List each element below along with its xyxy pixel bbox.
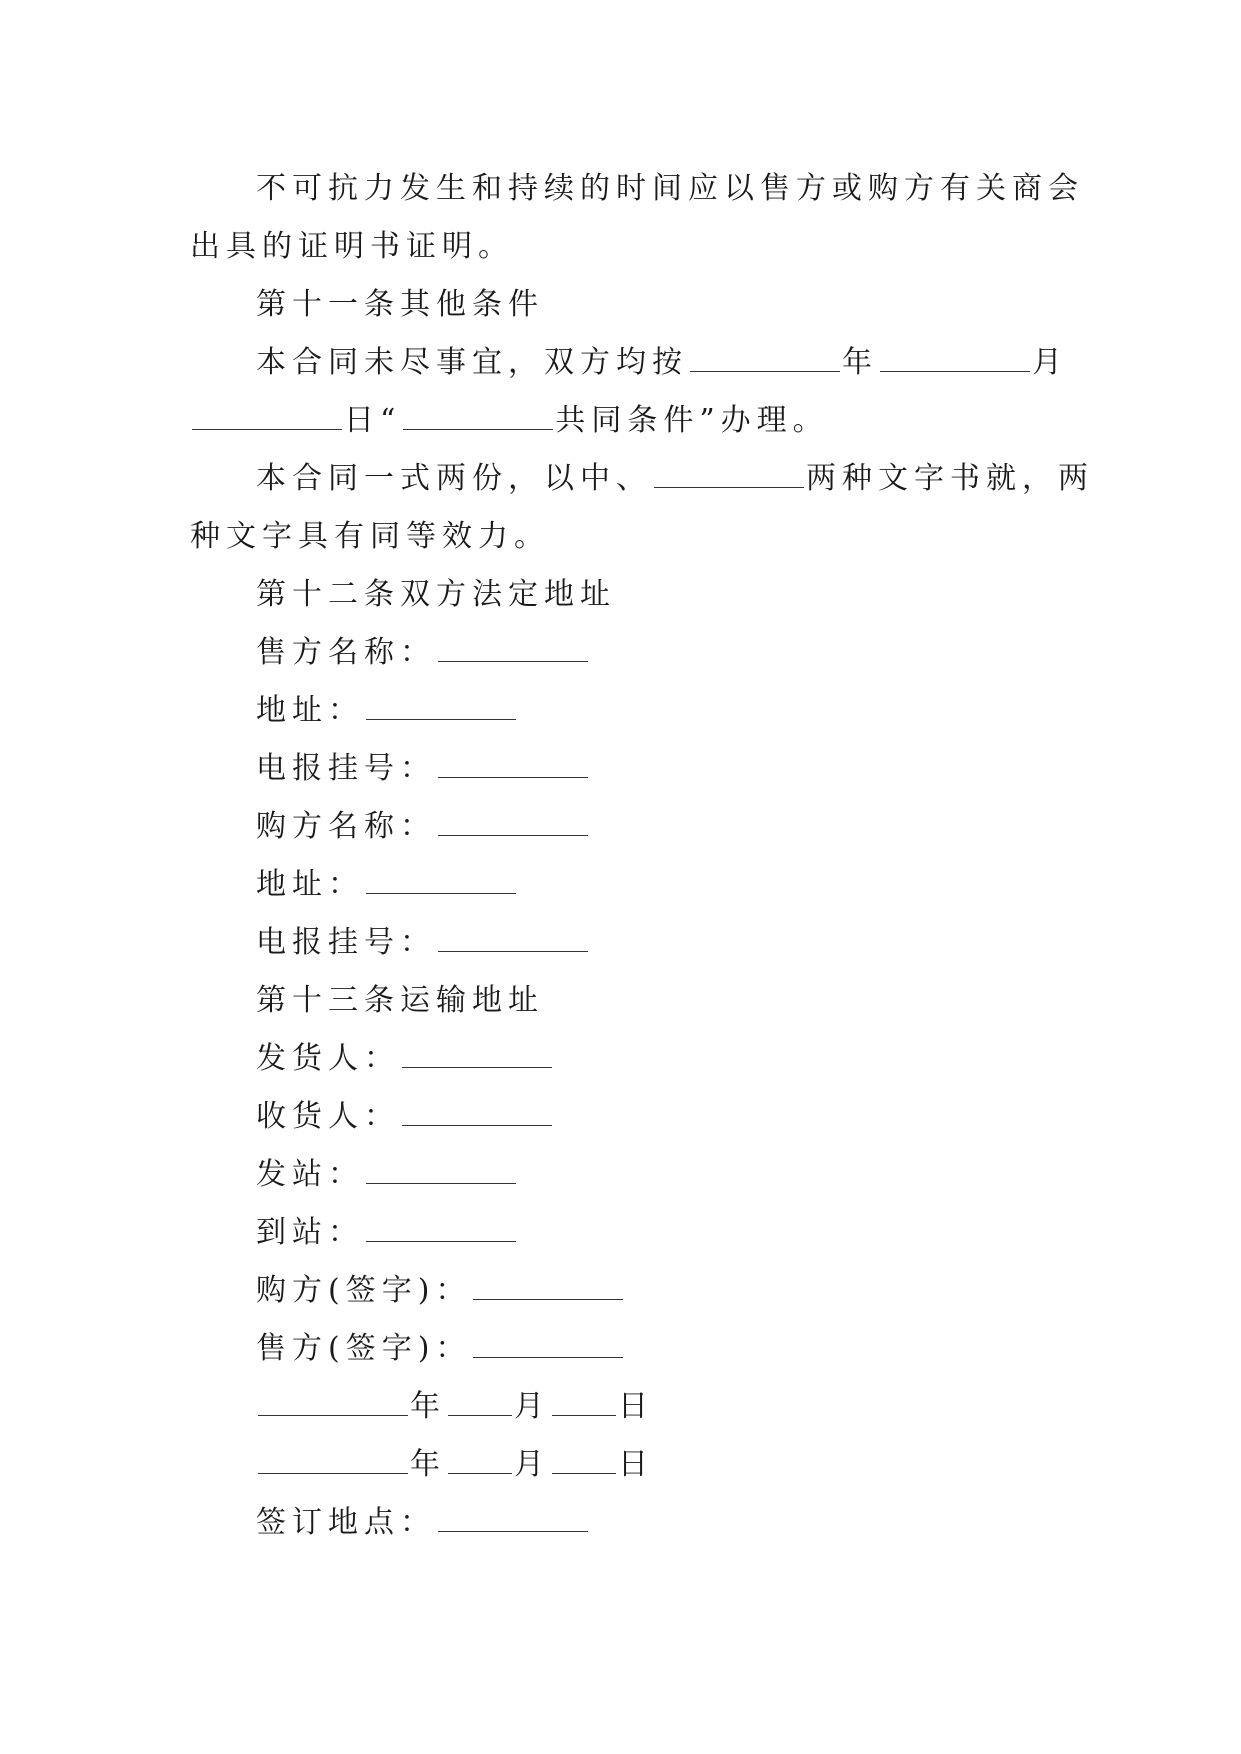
seller-telegraph-row [190,740,1050,798]
text: 种文字具有同等效力。 [190,519,550,554]
buyer-name-row [190,798,1050,856]
label: 签订地点： [256,1505,436,1540]
day-blank [552,1451,616,1474]
month-blank [448,1451,512,1474]
article-13-heading [190,972,1050,1030]
buyer-address-row [190,856,1050,914]
day-blank [552,1393,616,1416]
blank-field [690,349,840,372]
seller-signature-row [190,1320,1050,1378]
year-blank [258,1451,408,1474]
buyer-telegraph-blank [438,929,588,952]
arrival-station-blank [366,1219,516,1242]
paragraph-force-majeure [190,160,1084,218]
text: 月 [514,1389,550,1424]
text: 两种文字书就，两 [806,461,1094,496]
text: 日 [618,1389,654,1424]
text: 共同条件”办理。 [555,403,829,438]
label: 发站： [256,1157,364,1192]
article-12-heading [190,566,1050,624]
departure-station-row [190,1146,1050,1204]
label: 电报挂号： [256,925,436,960]
text: 日“ [344,403,402,438]
departure-station-blank [366,1161,516,1184]
label: 收货人： [256,1099,400,1134]
seller-address-blank [366,697,516,720]
buyer-signature-blank [473,1277,623,1300]
blank-field [192,407,342,430]
label: 电报挂号： [256,751,436,786]
text: 年 [842,345,878,380]
date-row-1 [190,1378,1050,1436]
signing-place-row [190,1494,1050,1552]
signing-place-blank [438,1509,588,1532]
consignee-blank [402,1103,552,1126]
seller-telegraph-blank [438,755,588,778]
paragraph-other-terms-cont [190,392,1050,450]
paragraph-copies-cont [190,508,1050,566]
buyer-telegraph-row [190,914,1050,972]
text: 本合同一式两份，以中、 [256,461,652,496]
text: 不可抗力发生和持续的时间应以售方或购方有关商会 [256,171,1084,206]
article-11-heading [190,276,1050,334]
consignee-row [190,1088,1050,1146]
blank-field [403,407,553,430]
text: 第十一条其他条件 [256,287,544,322]
label: 售方名称： [256,635,436,670]
text: 第十三条运输地址 [256,983,544,1018]
blank-field [880,349,1030,372]
seller-signature-blank [473,1335,623,1358]
label: 地址： [256,693,364,728]
buyer-address-blank [366,871,516,894]
blank-field [654,465,804,488]
text: 月 [1032,345,1068,380]
text: 本合同未尽事宜，双方均按 [256,345,688,380]
label: 购方(签字)： [256,1273,472,1308]
text: 第十二条双方法定地址 [256,577,616,612]
paragraph-force-majeure-cont [190,218,1050,276]
label: 发货人： [256,1041,400,1076]
label: 购方名称： [256,809,436,844]
text: 日 [618,1447,654,1482]
seller-name-row [190,624,1050,682]
label: 到站： [256,1215,364,1250]
buyer-signature-row [190,1262,1050,1320]
consignor-row [190,1030,1050,1088]
text: 年 [410,1389,446,1424]
arrival-station-row [190,1204,1050,1262]
text: 月 [514,1447,550,1482]
paragraph-other-terms [190,334,1068,392]
contract-text [190,160,1094,1552]
text: 年 [410,1447,446,1482]
year-blank [258,1393,408,1416]
label: 售方(签字)： [256,1331,472,1366]
date-row-2 [190,1436,1050,1494]
consignor-blank [402,1045,552,1068]
seller-address-row [190,682,1050,740]
label: 地址： [256,867,364,902]
text: 出具的证明书证明。 [190,229,514,264]
paragraph-copies [190,450,1094,508]
buyer-name-blank [438,813,588,836]
month-blank [448,1393,512,1416]
seller-name-blank [438,639,588,662]
